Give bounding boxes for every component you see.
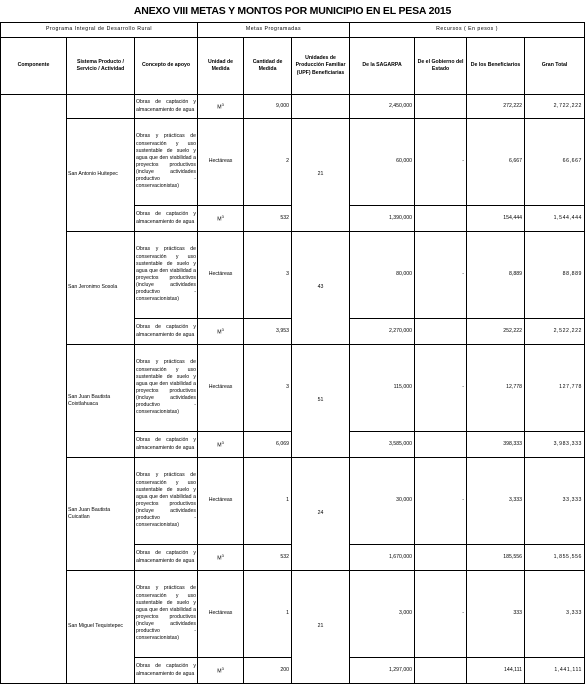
concept-cell: Obras y prácticas de conservación y uso sustentable de suelo y agua que den viabilidad a proyectos productivos (incluye actividades productivo - conservacionistas) [135,458,198,545]
unit-cell: Hectáreas [198,232,244,319]
sagarpa-cell: 115,000 [350,345,415,432]
gran-total-cell: 88,889 [525,232,585,319]
table-row-practicas [1,571,585,658]
gobierno-cell [415,545,467,571]
sistema-cell-top [67,95,135,119]
sagarpa-cell: 3,585,000 [350,432,415,458]
col-header-upf: Unidades de Producción Familiar (UPF) Beneficiarias [292,38,350,95]
upf-cell: 24 [292,458,350,571]
group-header-programa: Programa Integral de Desarrollo Rural [1,23,198,38]
unit-superscript: 3 [221,553,224,559]
sagarpa-cell: 60,000 [350,119,415,206]
cantidad-cell: 3 [244,345,292,432]
municipio-name: San Jeronimo Sosola [67,232,135,345]
cantidad-cell: 3,953 [244,319,292,345]
sagarpa-cell: 2,270,000 [350,319,415,345]
gran-total-cell: 2,722,222 [525,95,585,119]
gran-total-cell: 3,333 [525,571,585,658]
unit-cell: Hectáreas [198,345,244,432]
sagarpa-cell: 80,000 [350,232,415,319]
upf-cell: 51 [292,345,350,458]
table-row-practicas [1,232,585,319]
gobierno-cell: - [415,458,467,545]
sagarpa-cell: 3,000 [350,571,415,658]
col-header-sistema: Sistema Producto / Servicio / Actividad [67,38,135,95]
gran-total-cell: 66,667 [525,119,585,206]
group-header-metas: Metas Programadas [198,23,350,38]
beneficiarios-cell: 333 [467,571,525,658]
unit-superscript: 3 [221,102,224,108]
cantidad-cell: 1 [244,571,292,658]
gran-total-cell: 3,983,333 [525,432,585,458]
concept-cell: Obras y prácticas de conservación y uso sustentable de suelo y agua que den viabilidad a proyectos productivos (incluye actividades productivo - conservacionistas) [135,571,198,658]
cantidad-cell: 532 [244,545,292,571]
gran-total-cell: 33,333 [525,458,585,545]
col-header-sagarpa: De la SAGARPA [350,38,415,95]
beneficiarios-cell: 154,444 [467,206,525,232]
unit-label: M [217,329,222,336]
col-header-cantidad: Cantidad de Medida [244,38,292,95]
col-header-beneficiarios: De los Beneficiarios [467,38,525,95]
upf-cell-top [292,95,350,119]
sagarpa-cell: 1,297,000 [350,658,415,684]
cantidad-cell: 532 [244,206,292,232]
beneficiarios-cell: 185,556 [467,545,525,571]
unit-superscript: 3 [221,327,224,333]
unit-cell: Hectáreas [198,119,244,206]
upf-cell: 43 [292,232,350,345]
gobierno-cell: - [415,345,467,432]
unit-label: M [217,442,222,449]
cantidad-cell: 6,069 [244,432,292,458]
table-row-practicas [1,345,585,432]
unit-label: M [217,216,222,223]
col-header-concepto: Concepto de apoyo [135,38,198,95]
municipio-name: San Antonio Huitepec [67,119,135,232]
concept-cell: Obras de captación y almacenamiento de agua [135,95,198,119]
beneficiarios-cell: 252,222 [467,319,525,345]
gran-total-cell: 1,855,556 [525,545,585,571]
cantidad-cell: 200 [244,658,292,684]
beneficiarios-cell: 144,111 [467,658,525,684]
group-header-recursos: Recursos ( En pesos ) [350,23,585,38]
metas-table [0,22,585,684]
gran-total-cell: 2,522,222 [525,319,585,345]
cantidad-cell: 2 [244,119,292,206]
gran-total-cell: 1,441,111 [525,658,585,684]
cantidad-cell: 1 [244,458,292,545]
gobierno-cell: - [415,232,467,319]
unit-label: M [217,104,222,111]
cantidad-cell: 9,000 [244,95,292,119]
table-row-top [1,95,585,119]
unit-cell [198,658,244,684]
concept-cell: Obras de captación y almacenamiento de agua [135,658,198,684]
table-row-practicas [1,119,585,206]
sagarpa-cell: 1,390,000 [350,206,415,232]
gobierno-cell: - [415,119,467,206]
concept-cell: Obras de captación y almacenamiento de agua [135,432,198,458]
gobierno-cell: - [415,571,467,658]
gobierno-cell [415,206,467,232]
unit-superscript: 3 [221,440,224,446]
municipio-name: San Juan Bautista Cuicatlan [67,458,135,571]
concept-cell: Obras de captación y almacenamiento de agua [135,319,198,345]
col-header-componente: Componente [1,38,67,95]
gobierno-cell [415,319,467,345]
col-header-gran-total: Gran Total [525,38,585,95]
unit-label: M [217,555,222,562]
unit-cell [198,319,244,345]
gobierno-cell [415,432,467,458]
unit-superscript: 3 [221,214,224,220]
unit-cell [198,545,244,571]
concept-cell: Obras y prácticas de conservación y uso sustentable de suelo y agua que den viabilidad a proyectos productivos (incluye actividades productivo - conservacionistas) [135,232,198,319]
unit-superscript: 3 [221,666,224,672]
upf-cell: 21 [292,571,350,684]
sagarpa-cell: 1,670,000 [350,545,415,571]
gobierno-cell [415,658,467,684]
gran-total-cell: 1,544,444 [525,206,585,232]
componente-cell [1,95,67,684]
sagarpa-cell: 2,450,000 [350,95,415,119]
beneficiarios-cell: 8,889 [467,232,525,319]
unit-label: M [217,668,222,675]
unit-cell: Hectáreas [198,571,244,658]
col-header-unidad: Unidad de Medida [198,38,244,95]
unit-cell: Hectáreas [198,458,244,545]
page-title: ANEXO VIII METAS Y MONTOS POR MUNICIPIO EN EL PESA 2015 [133,5,452,17]
concept-cell: Obras y prácticas de conservación y uso sustentable de suelo y agua que den viabilidad a proyectos productivos (incluye actividades productivo - conservacionistas) [135,119,198,206]
municipio-name: San Juan Bautista Coixtlahuaca [67,345,135,458]
beneficiarios-cell: 272,222 [467,95,525,119]
column-header-row [1,38,585,95]
unit-cell [198,95,244,119]
concept-cell: Obras de captación y almacenamiento de agua [135,545,198,571]
unit-cell [198,432,244,458]
beneficiarios-cell: 6,667 [467,119,525,206]
table-row-practicas [1,458,585,545]
sagarpa-cell: 30,000 [350,458,415,545]
concept-cell: Obras y prácticas de conservación y uso sustentable de suelo y agua que den viabilidad a proyectos productivos (incluye actividades productivo - conservacionistas) [135,345,198,432]
beneficiarios-cell: 12,778 [467,345,525,432]
gobierno-cell [415,95,467,119]
unit-cell [198,206,244,232]
concept-cell: Obras de captación y almacenamiento de agua [135,206,198,232]
upf-cell: 21 [292,119,350,232]
gran-total-cell: 127,778 [525,345,585,432]
beneficiarios-cell: 398,333 [467,432,525,458]
col-header-gobierno: De el Gobierno del Estado [415,38,467,95]
beneficiarios-cell: 3,333 [467,458,525,545]
municipio-name: San Miguel Tequixtepec [67,571,135,684]
cantidad-cell: 3 [244,232,292,319]
group-header-row [1,23,585,38]
